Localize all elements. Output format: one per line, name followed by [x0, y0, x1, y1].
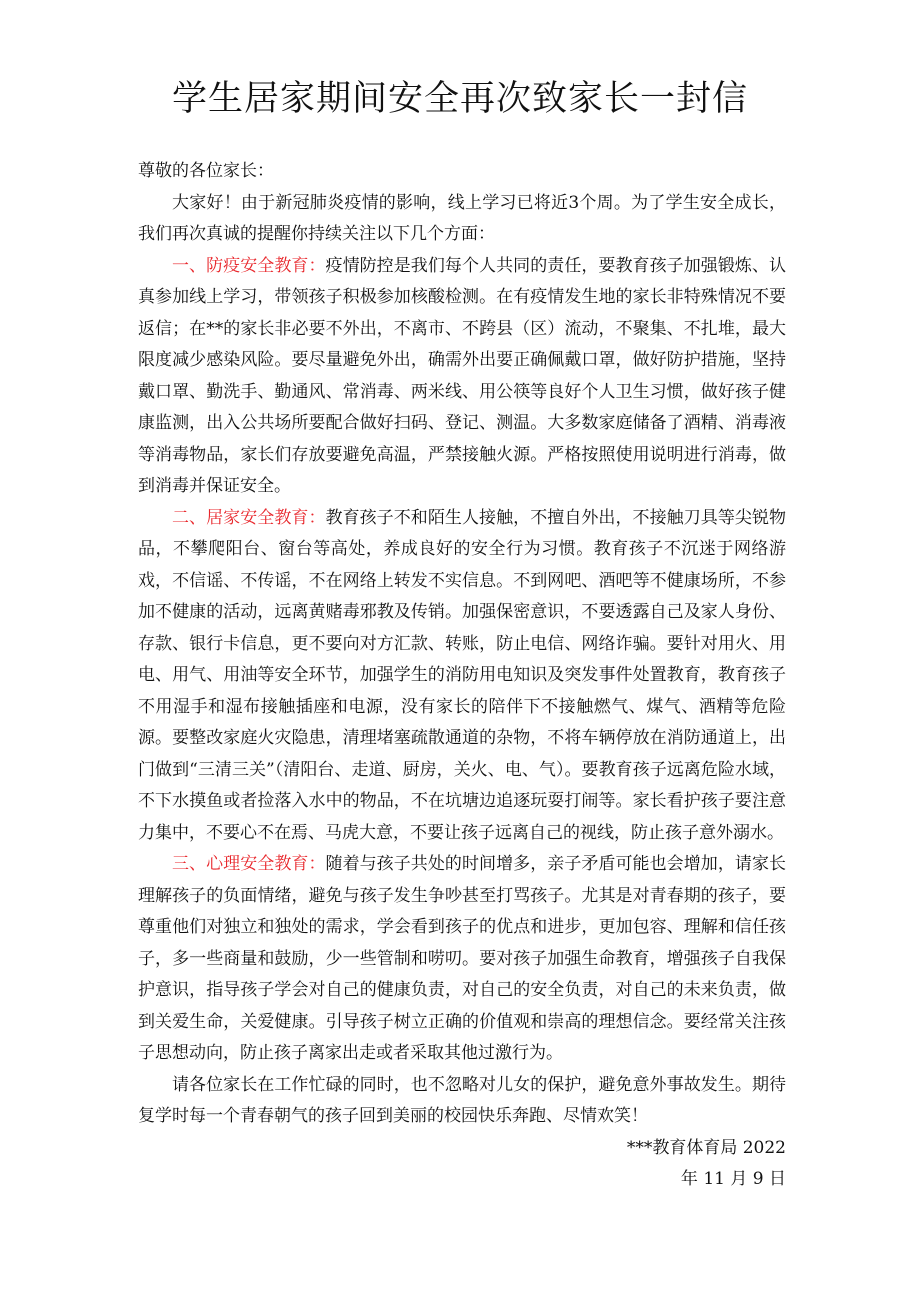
section-psychological-safety: [138, 849, 786, 1070]
section-epidemic-prevention: [138, 251, 786, 503]
section-body: 疫情防控是我们每个人共同的责任，要教育孩子加强锻炼、认真参加线上学习，带领孩子积极参加核酸检测。在有疫情发生地的家长非特殊情况不要返信；在**的家长非必要不外出，不离市、不跨县（区）流动，不聚集、不扎堆，最大限度减少感染风险。要尽量避免外出，确需外出要正确佩戴口罩，做好防护措施，坚持戴口罩、勤洗手、勤通风、常消毒、两米线、用公筷等良好个人卫生习惯，做好孩子健康监测，出入公共场所要配合做好扫码、登记、测温。大多数家庭储备了酒精、消毒液等消毒物品，家长们存放要避免高温，严禁接触火源。严格按照使用说明进行消毒，做到消毒并保证安全。: [138, 255, 787, 496]
letter-title: 学生居家期间安全再次致家长一封信: [171, 79, 748, 119]
section-heading: 一、防疫安全教育：: [172, 255, 326, 276]
letter-body: [138, 156, 786, 1196]
intro-paragraph: 大家好！由于新冠肺炎疫情的影响，线上学习已将近3个周。为了学生安全成长，我们再次真诚的提醒你持续关注以下几个方面：: [138, 192, 786, 244]
section-body: 教育孩子不和陌生人接触，不擅自外出，不接触刀具等尖锐物品，不攀爬阳台、窗台等高处，养成良好的安全行为习惯。教育孩子不沉迷于网络游戏，不信谣、不传谣，不在网络上转发不实信息。不到网吧、酒吧等不健康场所，不参加不健康的活动，远离黄赌毒邪教及传销。加强保密意识，不要透露自己及家人身份、存款、银行卡信息，更不要向对方汇款、转账，防止电信、网络诈骗。要针对用火、用电、用气、用油等安全环节，加强学生的消防用电知识及突发事件处置教育，教育孩子不用湿手和湿布接触插座和电源，没有家长的陪伴下不接触燃气、煤气、酒精等危险源。要整改家庭火灾隐患，清理堵塞疏散通道的杂物，不将车辆停放在消防通道上，出门做到“三清三关”（清阳台、走道、厨房，关火、电、气）。要教育孩子远离危险水域，不下水摸鱼或者捡落入水中的物品，不在坑塘边追逐玩耍打闹等。家长看护孩子要注意力集中，不要心不在焉、马虎大意，不要让孩子远离自己的视线，防止孩子意外溺水。: [138, 507, 787, 843]
section-body: 随着与孩子共处的时间增多，亲子矛盾可能也会增加，请家长理解孩子的负面情绪，避免与孩子发生争吵甚至打骂孩子。尤其是对青春期的孩子，要尊重他们对独立和独处的需求，学会看到孩子的优点和进步，更加包容、理解和信任孩子，多一些商量和鼓励，少一些管制和唠叨。要对孩子加强生命教育，增强孩子自我保护意识，指导孩子学会对自己的健康负责，对自己的安全负责，对自己的未来负责，做到关爱生命，关爱健康。引导孩子树立正确的价值观和崇高的理想信念。要经常关注孩子思想动向，防止孩子离家出走或者采取其他过激行为。: [138, 854, 787, 1063]
section-heading: 二、居家安全教育：: [172, 507, 326, 528]
section-heading: 三、心理安全教育：: [172, 854, 326, 874]
section-home-safety: [138, 503, 786, 850]
closing-paragraph: 请各位家长在工作忙碌的同时，也不忽略对儿女的保护，避免意外事故发生。期待复学时每一个青春朝气的孩子回到美丽的校园快乐奔跑、尽情欢笑！: [138, 1074, 786, 1126]
signature: ***教育体育局 2022: [626, 1137, 786, 1158]
greeting: 尊敬的各位家长：: [138, 161, 274, 181]
signature-date: 年 11 月 9 日: [680, 1169, 786, 1189]
